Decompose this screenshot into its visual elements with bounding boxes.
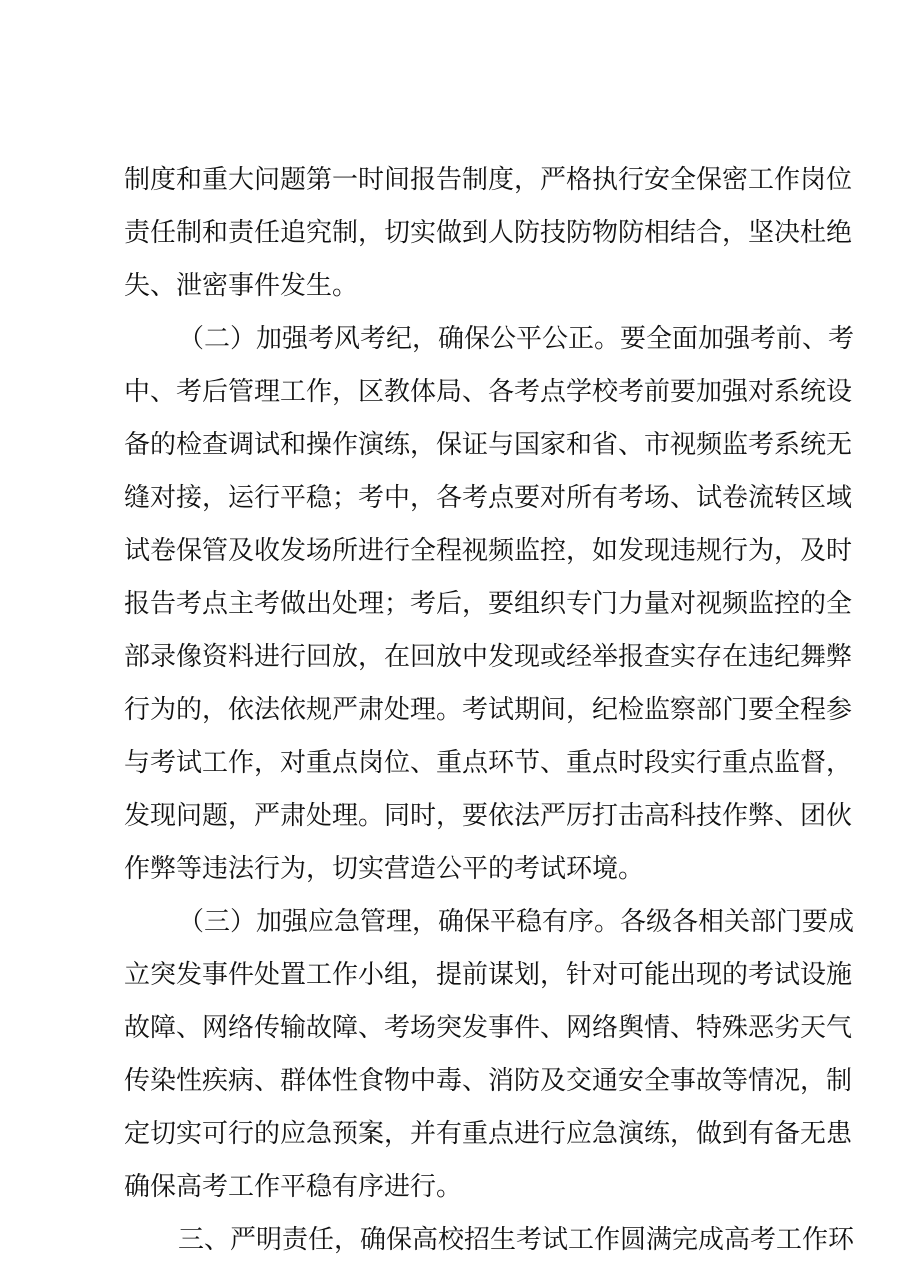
paragraph-line: 缝对接，运行平稳；考中，各考点要对所有考场、试卷流转区域 (124, 483, 853, 513)
paragraph-line: 故障、网络传输故障、考场突发事件、网络舆情、特殊恶劣天气 (124, 1013, 853, 1043)
paragraph-line: 确保高考工作平稳有序进行。 (124, 1172, 463, 1202)
paragraph-line: 立突发事件处置工作小组，提前谋划，针对可能出现的考试设施 (124, 960, 853, 990)
paragraph-line: 报告考点主考做出处理；考后，要组织专门力量对视频监控的全 (124, 589, 853, 619)
paragraph-line: （三）加强应急管理，确保平稳有序。各级各相关部门要成 (178, 907, 855, 937)
paragraph-line: 备的检查调试和操作演练，保证与国家和省、市视频监考系统无 (124, 430, 853, 460)
paragraph-line: 部录像资料进行回放，在回放中发现或经举报查实存在违纪舞弊 (124, 642, 853, 672)
paragraph-line: 定切实可行的应急预案，并有重点进行应急演练，做到有备无患 (124, 1119, 853, 1149)
paragraph-line: 中、考后管理工作，区教体局、各考点学校考前要加强对系统设 (124, 377, 853, 407)
paragraph-line: 责任制和责任追究制，切实做到人防技防物防相结合，坚决杜绝 (124, 218, 853, 248)
paragraph-line: 作弊等违法行为，切实营造公平的考试环境。 (124, 854, 645, 884)
paragraph-line: 发现问题，严肃处理。同时，要依法严厉打击高科技作弊、团伙 (124, 801, 853, 831)
paragraph-line: 失、泄密事件发生。 (124, 271, 359, 301)
paragraph-line: （二）加强考风考纪，确保公平公正。要全面加强考前、考 (178, 324, 855, 354)
section-heading-line: 三、严明责任，确保高校招生考试工作圆满完成高考工作环 (178, 1225, 855, 1255)
paragraph-line: 与考试工作，对重点岗位、重点环节、重点时段实行重点监督， (124, 748, 853, 778)
paragraph-line: 制度和重大问题第一时间报告制度，严格执行安全保密工作岗位 (124, 165, 853, 195)
paragraph-line: 试卷保管及收发场所进行全程视频监控，如发现违规行为，及时 (124, 536, 853, 566)
paragraph-line: 行为的，依法依规严肃处理。考试期间，纪检监察部门要全程参 (124, 695, 853, 725)
paragraph-line: 传染性疾病、群体性食物中毒、消防及交通安全事故等情况，制 (124, 1066, 853, 1096)
